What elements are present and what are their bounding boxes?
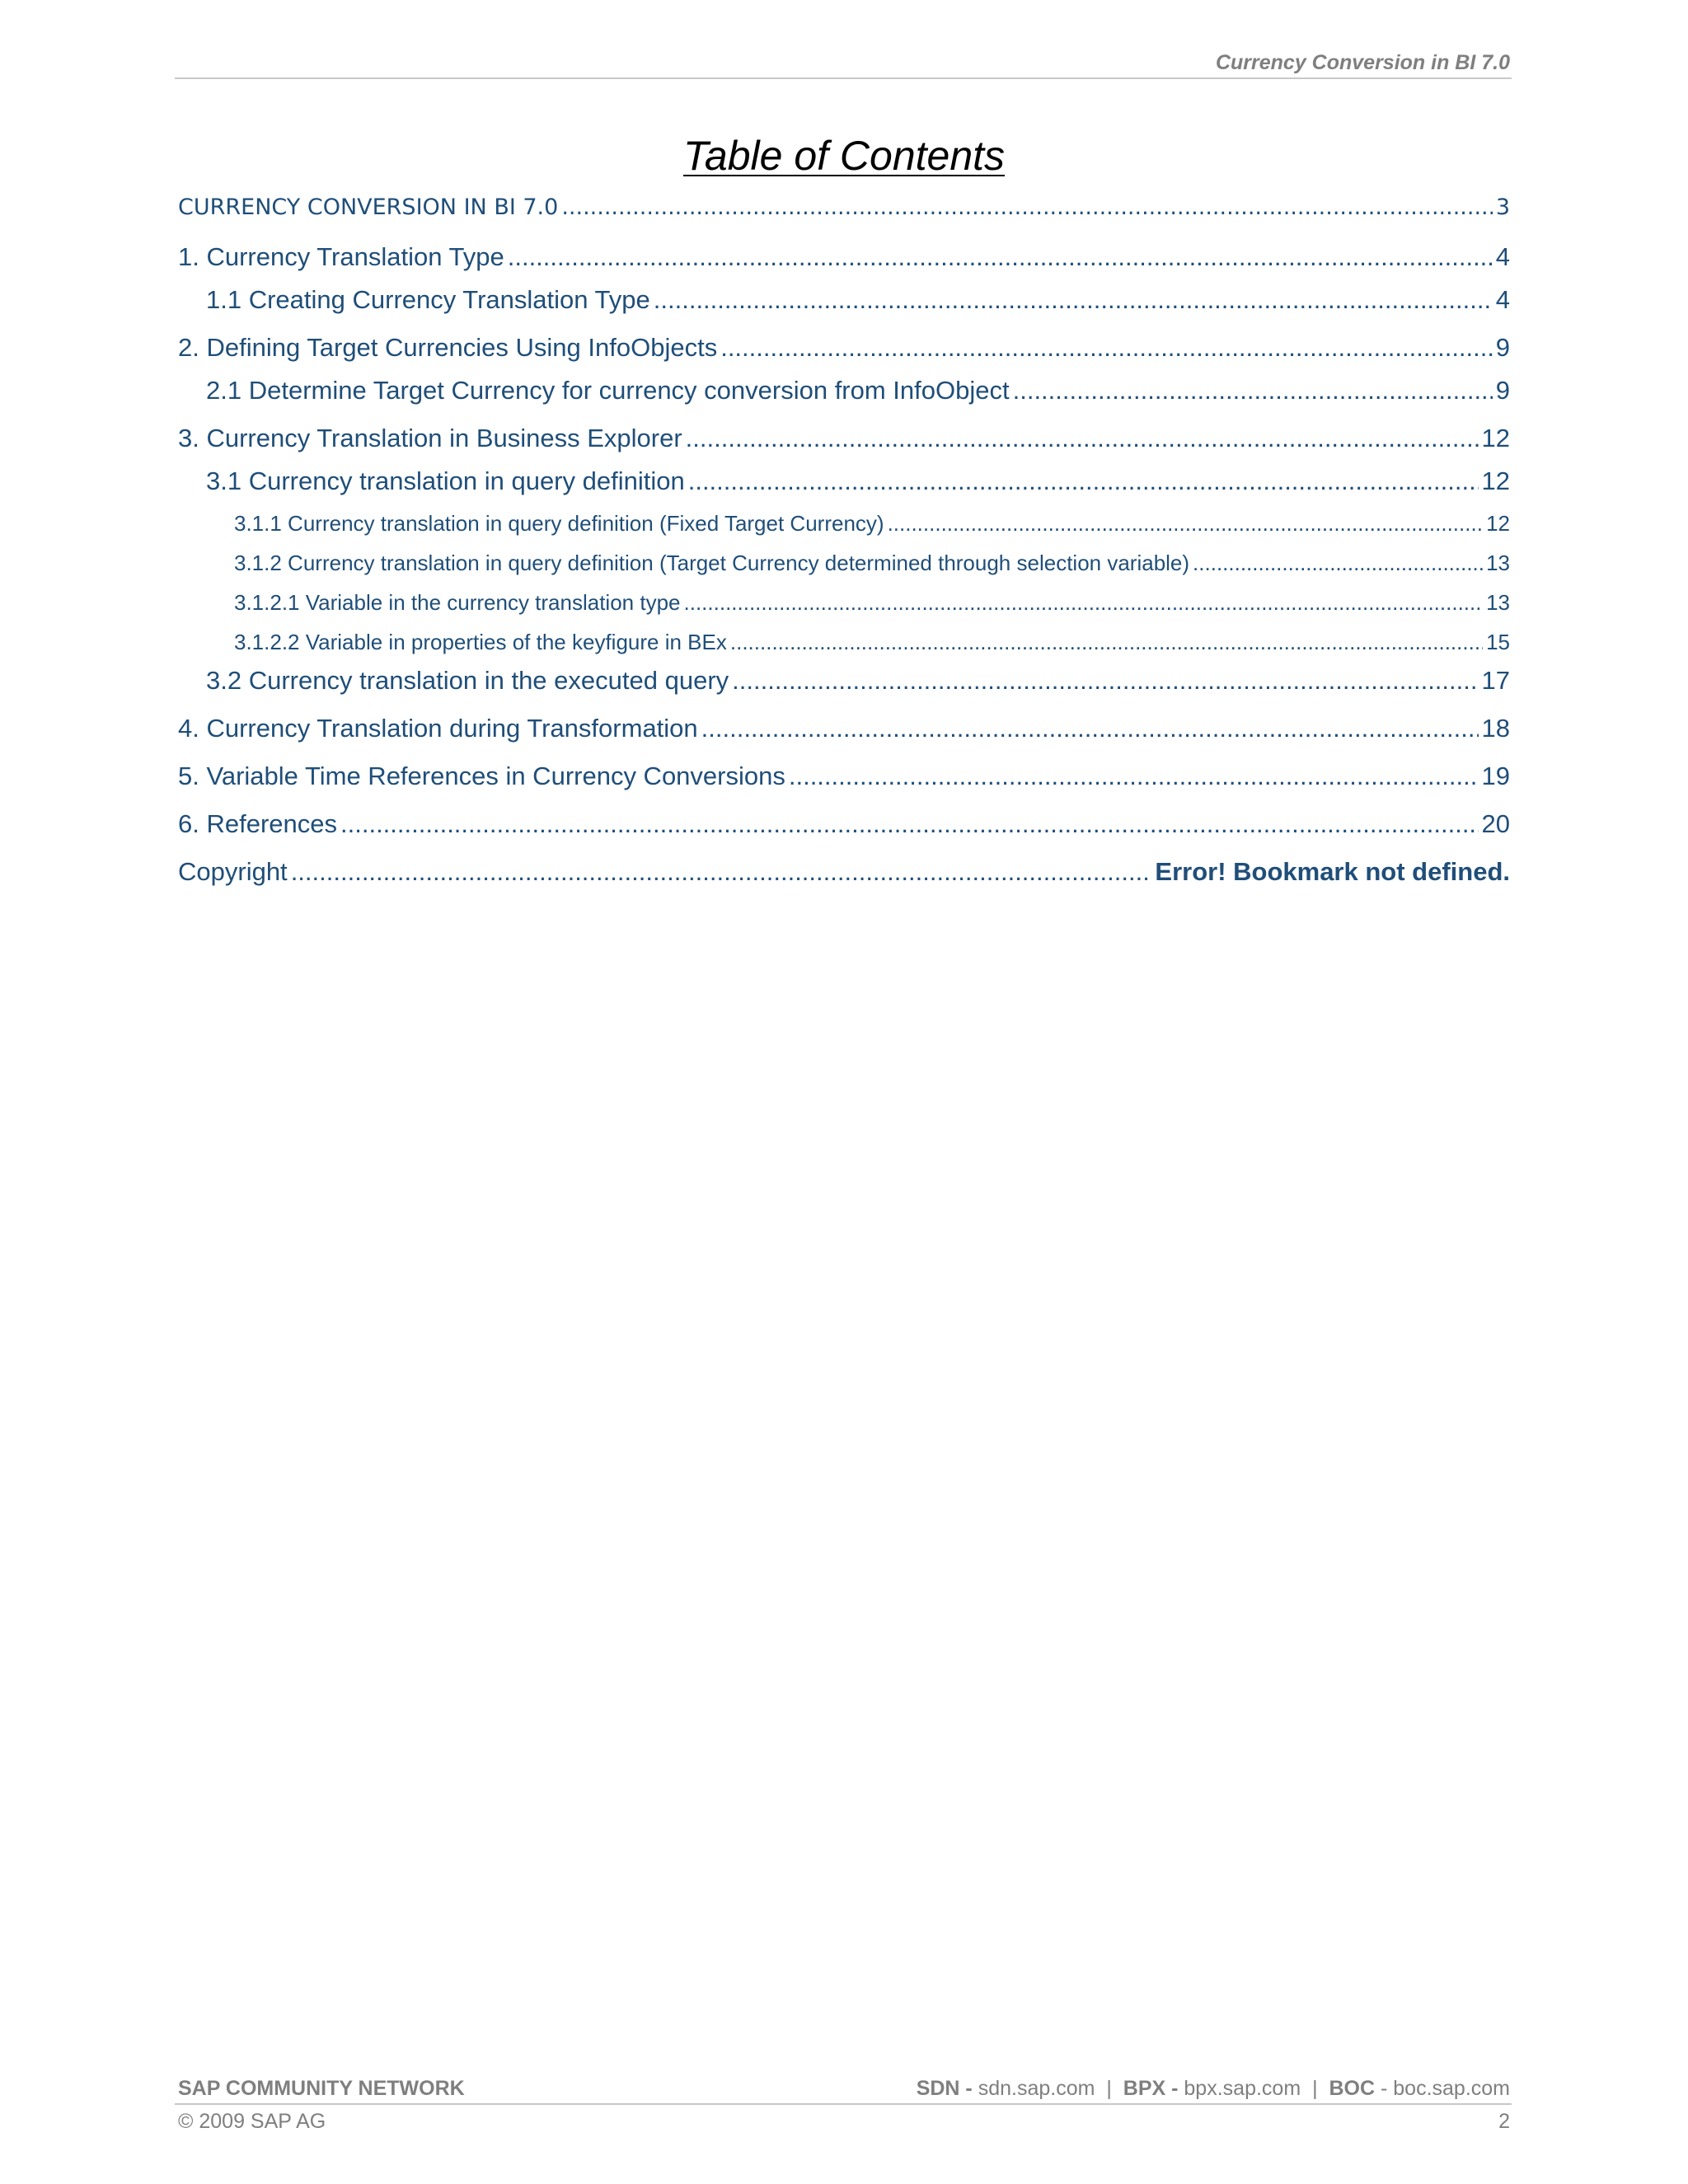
page-number: 2 xyxy=(1498,2110,1510,2133)
footer-bpx-link[interactable]: bpx.sap.com xyxy=(1184,2077,1301,2100)
toc-entry[interactable] xyxy=(178,809,1510,839)
toc-leader-dots xyxy=(688,466,1479,496)
toc-leader-dots xyxy=(701,714,1479,743)
footer-separator: | xyxy=(1312,2077,1318,2100)
toc-leader-dots xyxy=(291,857,1152,887)
toc-entry-page: Error! Bookmark not defined. xyxy=(1155,857,1510,886)
toc-leader-dots xyxy=(789,762,1479,791)
footer-network: SAP COMMUNITY NETWORK xyxy=(178,2077,465,2100)
toc-entry-text: 6. References xyxy=(178,809,337,838)
toc-entry[interactable] xyxy=(234,590,1510,616)
toc-entry[interactable] xyxy=(206,376,1510,405)
toc-entry-text: 1.1 Creating Currency Translation Type xyxy=(206,285,650,314)
toc-leader-dots xyxy=(684,590,1484,616)
toc-entry-text: 3.1.2.2 Variable in properties of the keyfigure in BEx xyxy=(234,630,727,654)
toc-leader-dots xyxy=(686,424,1479,453)
toc-entry[interactable] xyxy=(234,551,1510,576)
toc-entry-page: 13 xyxy=(1486,551,1510,575)
toc-leader-dots xyxy=(1013,376,1493,405)
toc-entry-page: 9 xyxy=(1495,376,1510,405)
toc-entry[interactable] xyxy=(178,762,1510,791)
toc-entry-text: 3.2 Currency translation in the executed query xyxy=(206,666,729,695)
toc-entry-page: 12 xyxy=(1481,466,1510,495)
footer-boc-label: BOC xyxy=(1329,2077,1376,2100)
toc-entry[interactable] xyxy=(206,666,1510,696)
footer-links xyxy=(917,2077,1510,2101)
toc-entry[interactable] xyxy=(206,466,1510,496)
toc-entry[interactable] xyxy=(178,242,1510,272)
toc-entry[interactable] xyxy=(178,857,1510,887)
toc-leader-dots xyxy=(732,666,1478,696)
footer-sdn-label: SDN - xyxy=(916,2077,973,2100)
toc-entry[interactable] xyxy=(178,424,1510,453)
toc-leader-dots xyxy=(888,511,1484,537)
toc-entry-page: 9 xyxy=(1495,333,1510,362)
toc-entry-text: 1. Currency Translation Type xyxy=(178,242,504,271)
toc-leader-dots xyxy=(1193,551,1483,576)
footer-sdn-link[interactable]: sdn.sap.com xyxy=(978,2077,1095,2100)
toc-entry-text: 3.1.2.1 Variable in the currency translation type xyxy=(234,590,681,615)
toc-entry[interactable] xyxy=(234,630,1510,655)
toc-entry-page: 19 xyxy=(1481,762,1510,790)
toc-entry-page: 12 xyxy=(1486,511,1510,536)
footer-divider xyxy=(175,2103,1512,2105)
header-title: Currency Conversion in BI 7.0 xyxy=(1215,51,1510,74)
toc-entry-page: 15 xyxy=(1486,630,1510,654)
toc-entry-text: 2.1 Determine Target Currency for currency conversion from InfoObject xyxy=(206,376,1010,405)
toc-leader-dots xyxy=(730,630,1483,655)
toc-entry-text: CURRENCY CONVERSION IN BI 7.0 xyxy=(178,194,559,220)
toc-entry-text: 3.1 Currency translation in query definition xyxy=(206,466,685,495)
toc-entry-text: 4. Currency Translation during Transformation xyxy=(178,714,698,743)
toc-entry-text: 3.1.1 Currency translation in query definition (Fixed Target Currency) xyxy=(234,511,884,536)
toc-entry-page: 17 xyxy=(1481,666,1510,695)
footer-separator: | xyxy=(1106,2077,1112,2100)
footer-copyright: © 2009 SAP AG xyxy=(178,2110,326,2133)
toc-entry-text: 3. Currency Translation in Business Explorer xyxy=(178,424,682,452)
toc-entry-page: 18 xyxy=(1481,714,1510,743)
toc-entry-text: 5. Variable Time References in Currency Conversions xyxy=(178,762,785,790)
toc-leader-dots xyxy=(508,242,1493,272)
toc-heading: Table of Contents xyxy=(682,133,1006,179)
toc-entry[interactable] xyxy=(178,333,1510,363)
toc-leader-dots xyxy=(654,285,1493,315)
toc-entry[interactable] xyxy=(178,714,1510,743)
toc-entry[interactable] xyxy=(234,511,1510,537)
toc-entry[interactable] xyxy=(178,194,1510,220)
footer-boc-link[interactable]: - boc.sap.com xyxy=(1380,2077,1510,2100)
toc-entry-text: Copyright xyxy=(178,857,288,886)
page-header xyxy=(175,48,1512,79)
footer-bpx-label: BPX - xyxy=(1123,2077,1179,2100)
toc-entry[interactable] xyxy=(206,285,1510,315)
toc-entry-page: 20 xyxy=(1481,809,1510,838)
toc-leader-dots xyxy=(561,194,1492,220)
toc-entry-text: 3.1.2 Currency translation in query definition (Target Currency determined through selection variable) xyxy=(234,551,1190,575)
toc-entry-page: 4 xyxy=(1495,242,1510,271)
toc-entry-page: 12 xyxy=(1481,424,1510,452)
toc-entry-text: 2. Defining Target Currencies Using InfoObjects xyxy=(178,333,718,362)
toc-leader-dots xyxy=(340,809,1479,839)
toc-entry-page: 13 xyxy=(1486,590,1510,615)
toc-entry-page: 4 xyxy=(1495,285,1510,314)
toc-entry-page: 3 xyxy=(1495,194,1510,220)
toc-leader-dots xyxy=(720,333,1493,363)
